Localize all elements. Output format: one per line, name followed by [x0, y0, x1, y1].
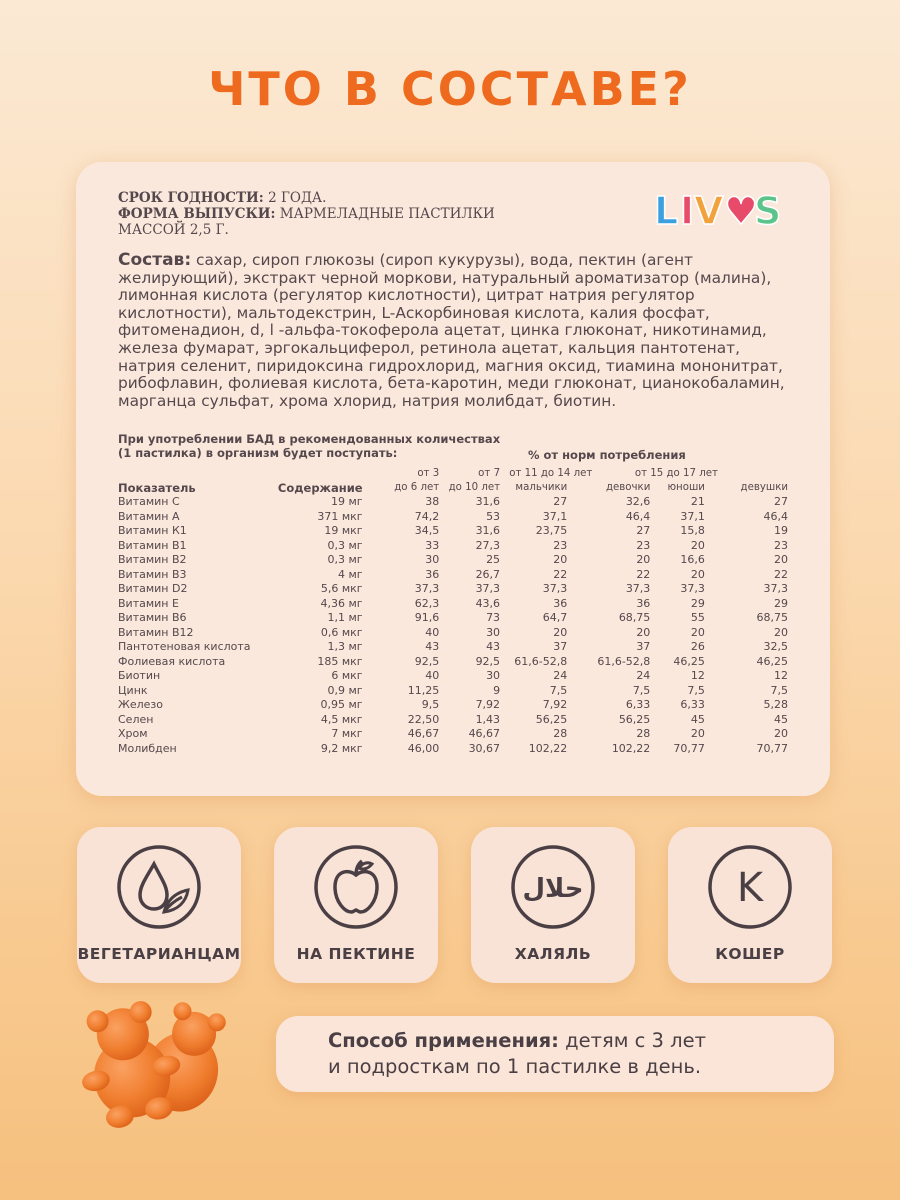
table-cell: 56,25	[535, 712, 568, 726]
table-cell: 46,67	[407, 727, 440, 740]
table-cell: 4,5 мкг	[320, 712, 363, 726]
svg-text:♥: ♥	[724, 189, 759, 232]
table-row	[118, 597, 788, 612]
form-label: ФОРМА ВЫПУСКИ:	[118, 206, 276, 222]
table-cell: 27	[636, 524, 651, 537]
table-cell: 28	[636, 727, 651, 740]
table-row	[118, 698, 788, 713]
form-value: МАРМЕЛАДНЫЕ ПАСТИЛКИ	[279, 206, 495, 222]
halal-label: ХАЛЯЛЬ	[514, 945, 592, 963]
table-cell: Фолиевая кислота	[118, 654, 226, 668]
intake-intro-line2: (1 пастилка) в организм будет поступать:	[118, 446, 398, 460]
table-cell: 31,6	[475, 495, 501, 508]
table-cell: 4,36 мг	[320, 596, 363, 610]
table-cell: 36	[553, 596, 568, 610]
kosher-icon	[705, 842, 795, 932]
column-header: до 6 лет	[394, 482, 440, 493]
table-cell: 56,25	[618, 712, 651, 726]
halal-icon	[508, 842, 598, 932]
table-cell: 34,5	[414, 524, 440, 537]
table-cell: 37,1	[680, 509, 705, 523]
table-cell: 20	[774, 553, 788, 566]
table-cell: 30,67	[468, 741, 501, 755]
table-cell: 23	[553, 538, 568, 552]
table-cell: 43,6	[475, 596, 501, 610]
table-cell: 20	[636, 553, 651, 566]
table-cell: 20	[774, 727, 788, 740]
table-cell: 38	[425, 495, 440, 508]
form-value-line2: МАССОЙ 2,5 Г.	[118, 222, 229, 238]
table-cell: 26,7	[475, 567, 501, 581]
vegetarian-label: ВЕГЕТАРИАНЦАМ	[77, 945, 241, 963]
usage-line2: и подросткам по 1 пастилке в день.	[328, 1055, 702, 1078]
table-cell: 20	[690, 625, 705, 639]
table-cell: Селен	[118, 712, 154, 726]
table-cell: 0,6 мкг	[320, 625, 363, 639]
table-cell: 30	[486, 625, 501, 639]
table-cell: 29	[774, 596, 788, 610]
table-cell: 19 мг	[330, 495, 363, 508]
table-cell: 24	[636, 669, 651, 682]
table-cell: 1,1 мг	[327, 611, 363, 624]
svg-text:S: S	[754, 189, 782, 232]
kosher-label: КОШЕР	[715, 945, 785, 963]
table-cell: 37,3	[475, 582, 501, 595]
table-cell: 92,5	[475, 654, 501, 668]
table-cell: 7,5	[770, 683, 788, 697]
table-row	[118, 684, 788, 699]
page-title: ЧТО В СОСТАВЕ?	[208, 62, 692, 116]
table-cell: Витамин В12	[118, 625, 194, 639]
composition-card	[76, 162, 830, 796]
table-cell: 20	[553, 625, 568, 639]
table-cell: 0,9 мг	[327, 683, 363, 697]
composition-body: сахар, сироп глюкозы (сироп кукурузы), вода, пектин (агент желирующий), экстракт черной моркови, натуральный ароматизатор (малина), лимонная кислота (регулятор кислотности), цитрат натрия регулятор кислотности), мальтодекстрин, L-Аскорбиновая кислота, калия фосфат, фитоменадион, d, l -альфа-токоферола ацетат, цинка глюконат, никотинамид, железа фумарат, эргокальциферол, ретинола ацетат, кальция пантотенат, натрия селенит, пиридоксина гидрохлорид, магния оксид, тиамина мононитрат, рибофлавин, фолиевая кислота, бета-каротин, меди глюконат, цианокобаламин, марганца сульфат, хрома хлорид, натрия молибдат, биотин.	[118, 251, 785, 410]
column-header: девочки	[605, 482, 651, 493]
table-cell: 37,3	[542, 582, 568, 595]
table-row	[118, 640, 788, 655]
table-cell: 37,3	[625, 582, 651, 595]
table-cell: 7,5	[687, 683, 705, 697]
composition-label: Состав:	[118, 250, 192, 270]
table-cell: 23,75	[535, 524, 568, 537]
table-cell: 22	[774, 567, 788, 581]
table-cell: 5,28	[763, 698, 788, 711]
table-cell: 12	[690, 669, 705, 682]
svg-text:V: V	[694, 189, 724, 232]
table-cell: 68,75	[618, 611, 651, 624]
table-cell: 5,6 мкг	[320, 582, 363, 595]
table-cell: 9	[493, 683, 501, 697]
table-cell: 36	[636, 596, 651, 610]
table-cell: 46,25	[673, 654, 705, 668]
table-cell: 20	[553, 553, 568, 566]
column-header: Показатель	[118, 481, 196, 495]
table-cell: 37,3	[680, 582, 705, 595]
table-cell: 36	[425, 567, 440, 581]
table-cell: 43	[486, 640, 501, 653]
table-cell: 27,3	[475, 538, 501, 552]
table-row	[118, 669, 788, 684]
intake-intro	[118, 432, 500, 460]
table-cell: 371 мкг	[317, 509, 363, 523]
table-cell: 12	[774, 669, 788, 682]
table-cell: 0,95 мг	[320, 698, 363, 711]
table-cell: 0,3 мг	[327, 538, 363, 552]
table-cell: 7 мкг	[331, 727, 363, 740]
table-cell: Витамин С	[118, 495, 180, 508]
table-row	[118, 524, 788, 539]
usage-instructions	[276, 1016, 834, 1092]
table-cell: Биотин	[118, 669, 161, 682]
table-cell: 45	[774, 712, 788, 726]
table-cell: 46,4	[625, 509, 651, 523]
table-cell: Пантотеновая кислота	[118, 640, 251, 653]
gummy-bears-image	[50, 995, 260, 1130]
shelf-life-label: СРОК ГОДНОСТИ:	[118, 190, 264, 206]
nutrient-table	[118, 467, 788, 756]
apple-icon	[311, 842, 401, 932]
table-cell: 9,2 мкг	[320, 741, 363, 755]
table-cell: 33	[425, 538, 440, 552]
table-cell: Витамин В2	[118, 553, 187, 566]
table-cell: 46,00	[407, 741, 440, 755]
table-cell: 22,50	[407, 712, 440, 726]
table-cell: 102,22	[611, 741, 651, 755]
pectin-badge	[274, 827, 438, 983]
halal-glyph: حلال	[522, 874, 584, 904]
norm-header: % от норм потребления	[528, 448, 686, 462]
table-cell: 1,3 мг	[327, 640, 363, 653]
table-cell: 16,6	[680, 553, 705, 566]
table-cell: Витамин Е	[118, 596, 179, 610]
table-cell: 4 мг	[337, 567, 363, 581]
table-cell: 23	[774, 538, 788, 552]
table-cell: 21	[690, 495, 705, 508]
table-cell: 32,6	[625, 495, 651, 508]
table-cell: 6,33	[680, 698, 705, 711]
table-cell: 37	[553, 640, 568, 653]
product-meta	[118, 190, 495, 238]
table-cell: 26	[690, 640, 705, 653]
table-cell: 31,6	[475, 524, 501, 537]
column-header: девушки	[740, 482, 788, 493]
table-cell: 20	[690, 567, 705, 581]
column-header: Содержание	[277, 481, 363, 495]
table-cell: 102,22	[528, 741, 568, 755]
table-cell: 61,6-52,8	[514, 654, 568, 668]
table-cell: 30	[425, 553, 440, 566]
table-cell: Цинк	[118, 683, 148, 697]
usage-line1: детям с 3 лет	[565, 1029, 706, 1052]
composition-text	[118, 252, 798, 410]
table-cell: Витамин D2	[118, 582, 188, 595]
table-cell: Хром	[118, 727, 148, 740]
table-cell: 37,1	[542, 509, 568, 523]
table-cell: 9,5	[421, 698, 440, 711]
table-cell: Витамин В1	[118, 538, 187, 552]
table-cell: 0,3 мг	[327, 553, 363, 566]
column-header: юноши	[667, 482, 705, 493]
table-cell: 46,67	[468, 727, 501, 740]
table-cell: 68,75	[756, 611, 788, 624]
age-7-header: от 7	[478, 468, 501, 479]
column-header: мальчики	[515, 482, 568, 493]
shelf-life-value: 2 ГОДА.	[268, 190, 327, 206]
table-cell: 30	[486, 669, 501, 682]
table-cell: 53	[486, 509, 501, 523]
table-cell: 61,6-52,8	[597, 654, 651, 668]
table-cell: 20	[636, 625, 651, 639]
table-cell: Витамин А	[118, 509, 180, 523]
kosher-glyph: K	[736, 865, 764, 911]
table-cell: 20	[690, 538, 705, 552]
table-cell: 20	[690, 727, 705, 740]
column-header: до 10 лет	[448, 482, 501, 493]
table-cell: 37,3	[763, 582, 788, 595]
table-cell: 28	[553, 727, 568, 740]
table-cell: 1,43	[475, 712, 501, 726]
table-row	[118, 655, 788, 670]
table-cell: 43	[425, 640, 440, 653]
table-cell: 62,3	[414, 596, 440, 610]
table-cell: 23	[636, 538, 651, 552]
kosher-badge	[668, 827, 832, 983]
table-cell: Витамин К1	[118, 524, 187, 537]
table-cell: 22	[553, 567, 568, 581]
table-cell: 74,2	[414, 509, 440, 523]
table-row	[118, 727, 788, 742]
table-cell: 22	[636, 567, 651, 581]
table-cell: 27	[553, 495, 568, 508]
table-cell: 40	[425, 669, 440, 682]
table-cell: 15,8	[680, 524, 705, 537]
table-cell: 11,25	[407, 683, 440, 697]
table-cell: 37,3	[414, 582, 440, 595]
table-cell: Витамин В3	[118, 567, 187, 581]
age-11-header: от 11 до 14 лет	[509, 468, 593, 479]
vegetarian-drop-leaf-icon	[114, 842, 204, 932]
vegetarian-badge	[77, 827, 241, 983]
table-cell: Молибден	[118, 741, 177, 755]
table-cell: 70,77	[673, 741, 705, 755]
age-15-header: от 15 до 17 лет	[634, 468, 718, 479]
table-row	[118, 553, 788, 568]
table-cell: 25	[486, 553, 501, 566]
table-cell: 20	[774, 625, 788, 639]
table-cell: 7,5	[549, 683, 568, 697]
svg-text:L: L	[654, 189, 679, 232]
table-cell: 32,5	[763, 640, 788, 653]
table-cell: Железо	[118, 698, 163, 711]
pectin-label: НА ПЕКТИНЕ	[296, 945, 416, 963]
table-cell: 24	[553, 669, 568, 682]
table-cell: 19	[774, 524, 788, 537]
table-cell: 46,25	[756, 654, 788, 668]
table-row	[118, 742, 788, 757]
table-cell: 27	[774, 495, 788, 508]
intake-intro-line1: При употреблении БАД в рекомендованных количествах	[118, 432, 501, 446]
table-cell: 7,92	[542, 698, 568, 711]
table-cell: 6,33	[625, 698, 651, 711]
table-cell: 70,77	[756, 741, 788, 755]
table-row	[118, 582, 788, 597]
table-row	[118, 611, 788, 626]
table-cell: 7,92	[475, 698, 501, 711]
table-cell: 73	[486, 611, 501, 624]
svg-text:I: I	[680, 189, 695, 232]
table-cell: 7,5	[632, 683, 651, 697]
table-cell: 19 мкг	[324, 524, 363, 537]
table-row	[118, 568, 788, 583]
table-cell: 185 мкг	[317, 654, 363, 668]
table-cell: 92,5	[414, 654, 440, 668]
table-cell: 40	[425, 625, 440, 639]
table-row	[118, 626, 788, 641]
table-cell: 6 мкг	[331, 669, 363, 682]
table-cell: 45	[690, 712, 705, 726]
table-cell: 64,7	[542, 611, 568, 624]
table-row	[118, 510, 788, 525]
table-row	[118, 713, 788, 728]
brand-logo	[652, 184, 792, 232]
table-cell: 55	[690, 611, 705, 624]
table-cell: Витамин В6	[118, 611, 187, 624]
table-cell: 91,6	[414, 611, 440, 624]
table-row	[118, 495, 788, 510]
usage-label: Способ применения:	[328, 1029, 559, 1052]
table-cell: 46,4	[763, 509, 788, 523]
table-cell: 37	[636, 640, 651, 653]
table-cell: 29	[690, 596, 705, 610]
table-row	[118, 539, 788, 554]
halal-badge	[471, 827, 635, 983]
age-3-header: от 3	[417, 468, 440, 479]
